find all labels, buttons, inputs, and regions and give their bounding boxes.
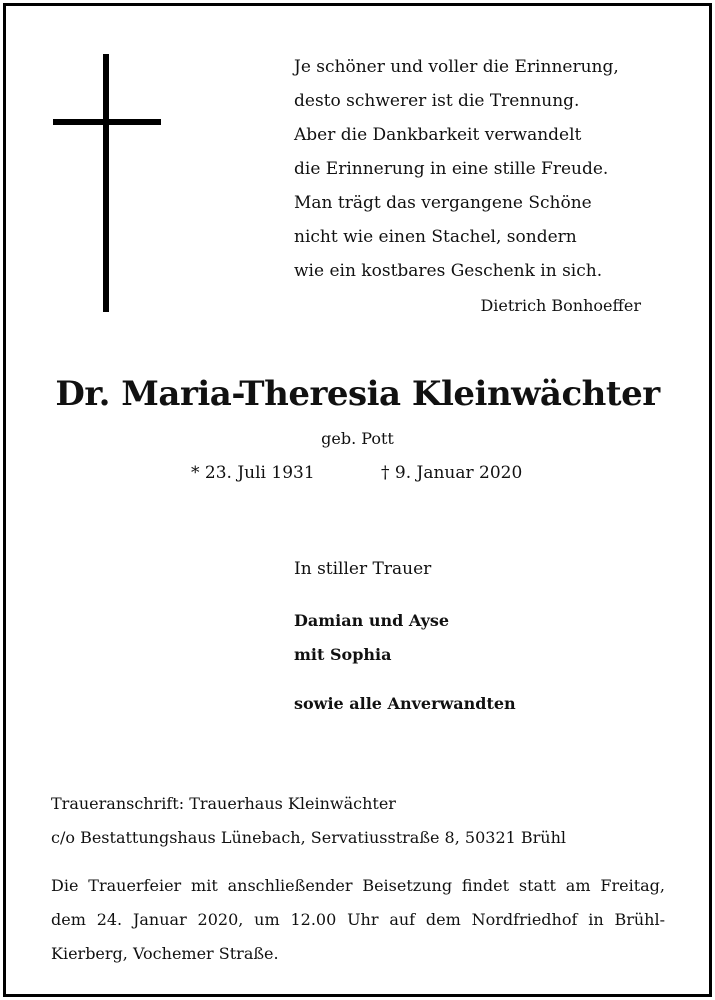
- mourning-intro: In stiller Trauer: [294, 559, 432, 579]
- poem-line: Man trägt das vergangene Schöne: [294, 193, 592, 213]
- mourning-address: [51, 787, 566, 855]
- obituary-card: [3, 3, 712, 997]
- poem-line: die Erinnerung in eine stille Freude.: [294, 159, 609, 179]
- cross-icon: [103, 54, 109, 312]
- death-date: † 9. Januar 2020: [381, 463, 523, 483]
- poem-line: Je schöner und voller die Erinnerung,: [294, 57, 619, 77]
- mourners-list: [294, 604, 449, 672]
- deceased-name: Dr. Maria-Theresia Kleinwächter: [55, 374, 660, 414]
- ceremony-notice: Die Trauerfeier mit anschließender Beisetzung findet statt am Freitag, dem 24. Januar 2020, um 12.00 Uhr auf dem Nordfriedhof in Brühl-Kierberg, Vochemer Straße.: [51, 876, 665, 963]
- mourner: mit Sophia: [294, 645, 392, 664]
- cross-icon-bar: [53, 119, 161, 125]
- poem-line: wie ein kostbares Geschenk in sich.: [294, 261, 603, 281]
- poem-line: desto schwerer ist die Trennung.: [294, 91, 580, 111]
- poem-line: Aber die Dankbarkeit verwandelt: [294, 125, 582, 145]
- mourner: Damian und Ayse: [294, 611, 450, 630]
- poem-line: nicht wie einen Stachel, sondern: [294, 227, 577, 247]
- address-line: c/o Bestattungshaus Lünebach, Servatiusstraße 8, 50321 Brühl: [51, 828, 567, 847]
- address-line: Traueranschrift: Trauerhaus Kleinwächter: [51, 794, 396, 813]
- relatives: sowie alle Anverwandten: [294, 694, 516, 713]
- birth-name: geb. Pott: [321, 429, 394, 448]
- poem: [294, 50, 619, 288]
- birth-date: * 23. Juli 1931: [191, 463, 315, 483]
- poem-author: Dietrich Bonhoeffer: [480, 296, 641, 315]
